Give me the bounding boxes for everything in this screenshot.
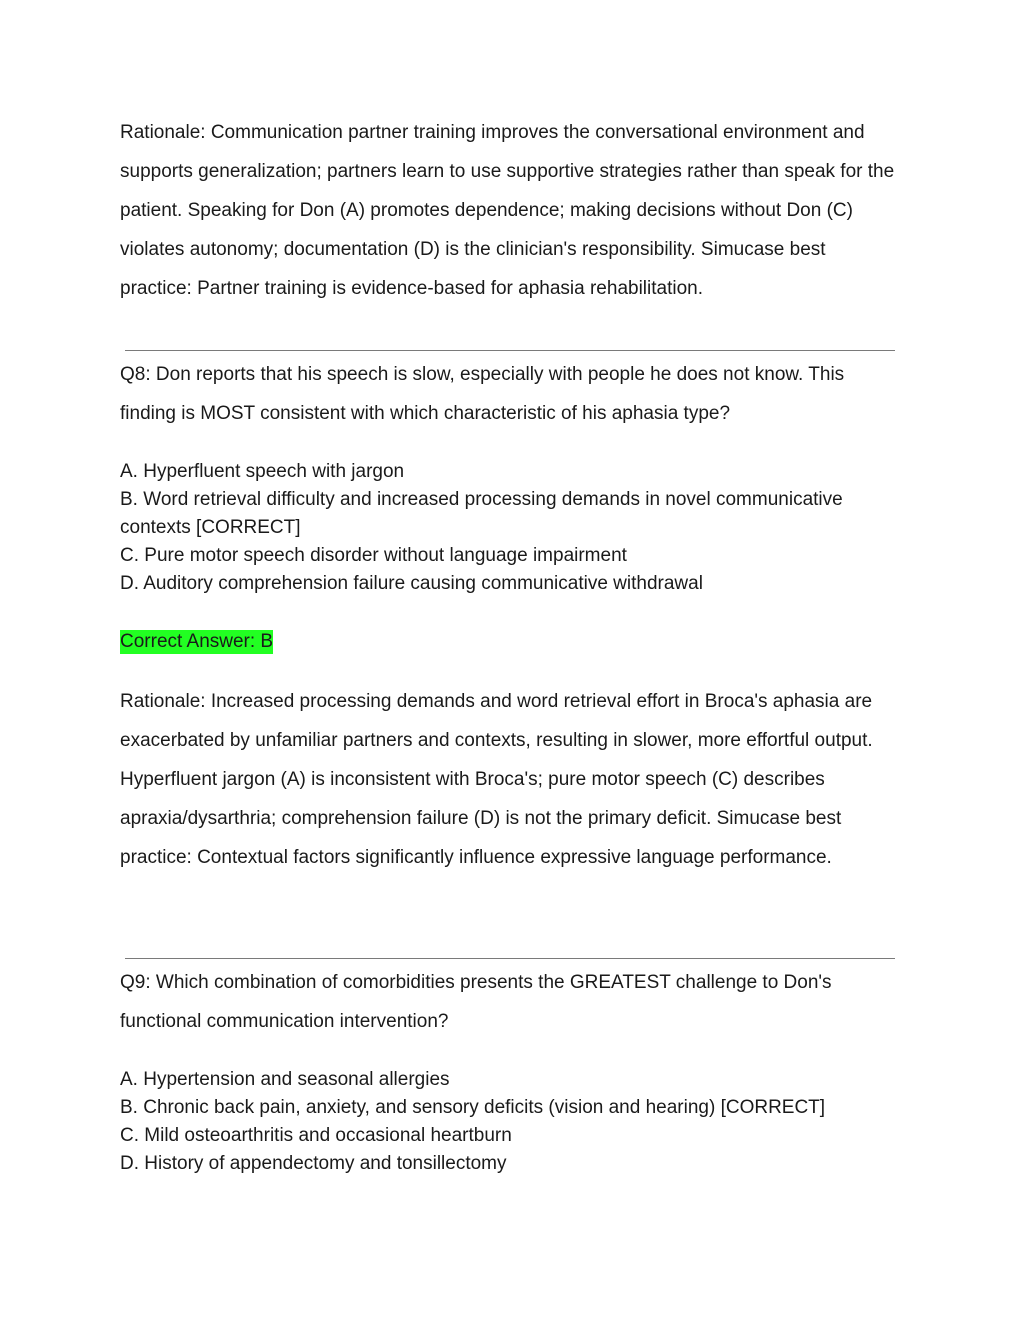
q8-option-d: D. Auditory comprehension failure causing communicative withdrawal	[120, 573, 703, 594]
q8-correct-answer: Correct Answer: B	[120, 631, 274, 652]
q8-options	[120, 458, 895, 598]
q7-rationale: Rationale: Communication partner training improves the conversational environment and supports generalization; partners learn to use supportive strategies rather than speak for the patient. Speaking for Don (A) promotes dependence; making decisions without Don (C) violates autonomy; documentation (D) is the clinician's responsibility. Simucase best practice: Partner training is evidence-based for aphasia rehabilitation.	[120, 122, 895, 299]
section-divider	[125, 350, 895, 351]
q8-option-a: A. Hyperfluent speech with jargon	[120, 461, 405, 482]
q9-question: Q9: Which combination of comorbidities presents the GREATEST challenge to Don's functional communication intervention?	[120, 972, 832, 1032]
q8-question: Q8: Don reports that his speech is slow, especially with people he does not know. This finding is MOST consistent with which characteristic of his aphasia type?	[120, 364, 845, 424]
q9-option-a: A. Hypertension and seasonal allergies	[120, 1069, 450, 1090]
q9-option-b: B. Chronic back pain, anxiety, and sensory deficits (vision and hearing) [CORRECT]	[120, 1097, 826, 1118]
q8-option-c: C. Pure motor speech disorder without language impairment	[120, 545, 627, 566]
q9-options	[120, 1066, 895, 1178]
q9-option-d: D. History of appendectomy and tonsillectomy	[120, 1153, 507, 1174]
section-divider	[125, 958, 895, 959]
q8-option-b: B. Word retrieval difficulty and increased processing demands in novel communicative contexts [CORRECT]	[120, 489, 843, 538]
q8-rationale: Rationale: Increased processing demands and word retrieval effort in Broca's aphasia are exacerbated by unfamiliar partners and contexts, resulting in slower, more effortful output. Hyperfluent jargon (A) is inconsistent with Broca's; pure motor speech (C) describes apraxia/dysarthria; comprehension failure (D) is not the primary deficit. Simucase best practice: Contextual factors significantly influence expressive language performance.	[120, 691, 873, 868]
q9-option-c: C. Mild osteoarthritis and occasional heartburn	[120, 1125, 512, 1146]
